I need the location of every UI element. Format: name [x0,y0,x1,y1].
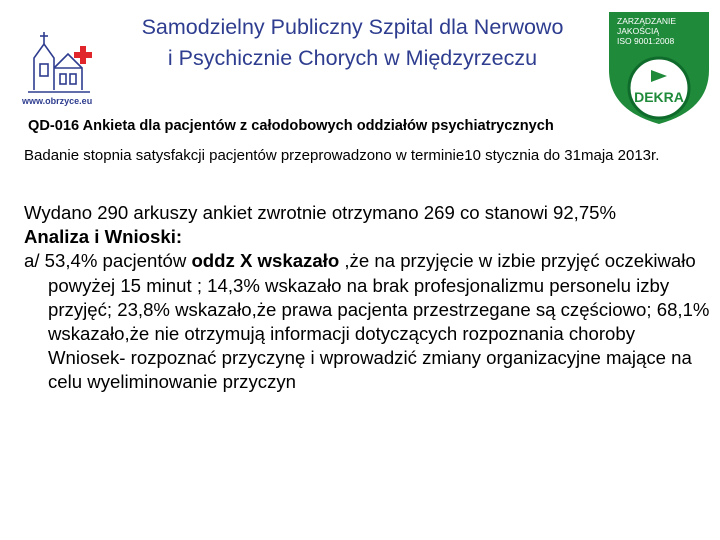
dekra-certificate-badge [605,10,713,126]
title-line-2: i Psychicznie Chorych w Międzyrzeczu [167,46,538,70]
cert-line-3: ISO 9001:2008 [617,36,675,46]
cert-brand: DEKRA [634,89,684,105]
issued-text: Wydano 290 arkuszy ankiet zwrotnie otrzymano 269 co stanowi 92,75% [24,202,617,223]
survey-code-title: QD-016 Ankieta dla pacjentów z całodobowych oddziałów psychiatrycznych [28,118,554,134]
page-title [95,12,610,74]
intro-text: Badanie stopnia satysfakcji pacjentów przeprowadzono w terminie10 stycznia do 31maja 2013r. [24,147,660,164]
cert-line-1: ZARZĄDZANIE [617,16,677,26]
hospital-logo [20,18,100,110]
point-a-prefix: a/ 53,4% pacjentów [24,250,192,272]
analysis-heading [24,225,710,249]
cert-line-2: JAKOŚCIĄ [617,26,660,36]
analysis-body [24,201,710,395]
red-cross-icon [74,46,92,64]
point-a-rest: ,że na przyjęcie w izbie przyjęć oczekiwało powyżej 15 minut ; 14,3% wskazało na brak profesjonalizmu personelu izby przyjęć; 23,8% wskazało,że prawa pacjenta przestrzegane są częściowo; 68,1% wskazało,że nie otrzymują informacji dotyczących rozpoznania choroby [48,250,710,345]
point-a-bold: oddz X wskazało [191,250,340,272]
point-a [24,249,710,346]
intro-paragraph [24,145,704,166]
title-line-1: Samodzielny Publiczny Szpital dla Nerwowo [141,15,564,39]
conclusion-text: Wniosek- rozpoznać przyczynę i wprowadzić zmiany organizacyjne mające na celu wyeliminowanie przyczyn [48,347,692,393]
analysis-heading-text: Analiza i Wnioski: [24,226,183,248]
logo-site-text: www.obrzyce.eu [22,96,93,106]
